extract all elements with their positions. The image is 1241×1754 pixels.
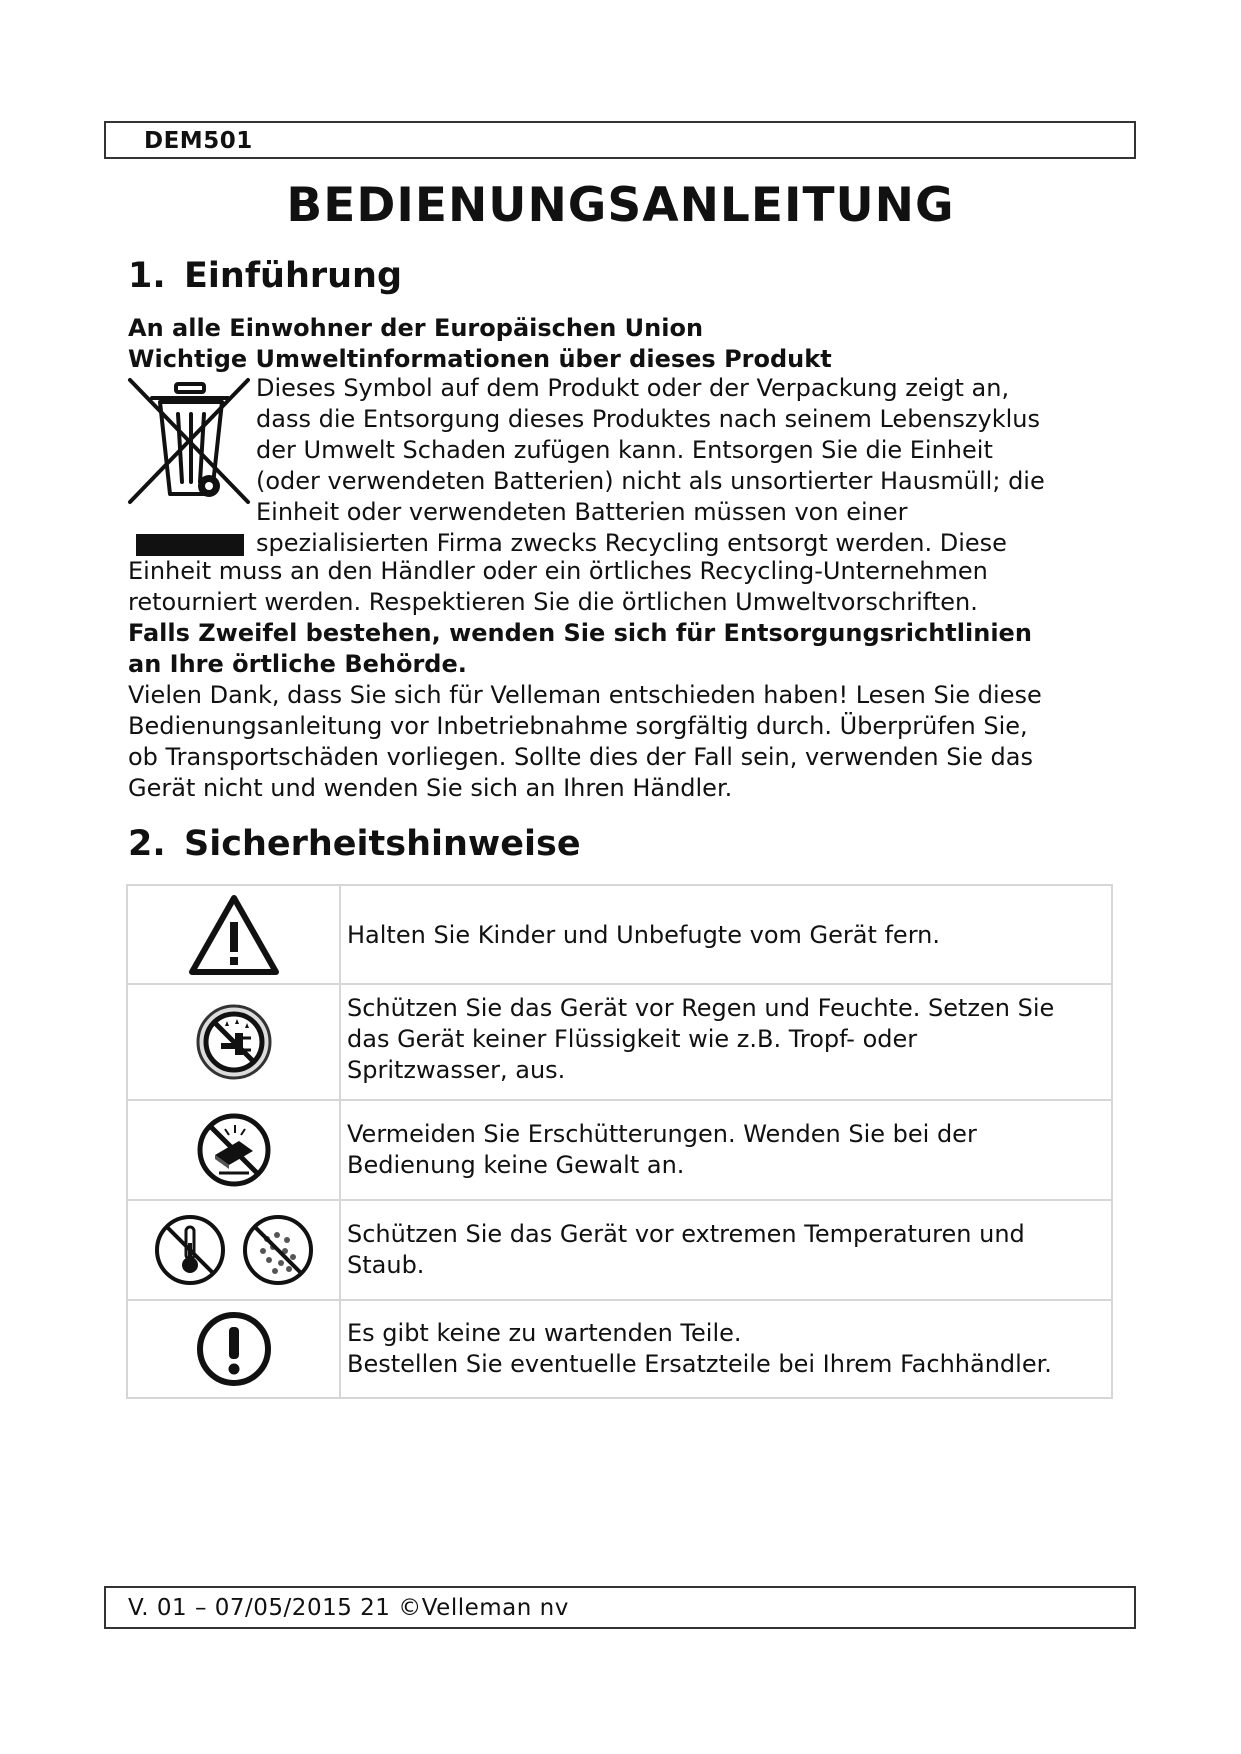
safety-text-line: Vermeiden Sie Erschütterungen. Wenden Sie bei der — [347, 1120, 977, 1148]
section-1-number: 1. — [128, 256, 166, 296]
disposal-notice-line: an Ihre örtliche Behörde. — [128, 650, 467, 678]
safety-icon-cell — [128, 1101, 341, 1199]
safety-text-line: das Gerät keiner Flüssigkeit wie z.B. Tropf- oder — [347, 1025, 918, 1053]
version-info: V. 01 – 07/05/2015 21 ©Velleman nv — [128, 1595, 569, 1621]
thanks-text-line: Gerät nicht und wenden Sie sich an Ihren Händler. — [128, 774, 733, 802]
safety-icon-cell — [128, 886, 341, 983]
safety-text — [347, 993, 1054, 1086]
safety-text-line: Spritzwasser, aus. — [347, 1056, 566, 1084]
section-2-heading — [128, 824, 581, 864]
thanks-text-line: Vielen Dank, dass Sie sich für Velleman entschieden haben! Lesen Sie diese — [128, 681, 1042, 709]
safety-row — [128, 1301, 1111, 1397]
no-dust-icon — [241, 1213, 315, 1287]
safety-icon-cell — [128, 1301, 341, 1397]
safety-row — [128, 1101, 1111, 1201]
safety-text-line: Bedienung keine Gewalt an. — [347, 1151, 685, 1179]
safety-text — [347, 1119, 977, 1181]
thanks-text-line: ob Transportschäden vorliegen. Sollte dies der Fall sein, verwenden Sie das — [128, 743, 1034, 771]
environment-info-line: Wichtige Umweltinformationen über dieses Produkt — [128, 345, 832, 373]
safety-text-line: Es gibt keine zu wartenden Teile. — [347, 1319, 742, 1347]
section-1-heading — [128, 256, 402, 296]
safety-row — [128, 985, 1111, 1101]
weee-text-line: Dieses Symbol auf dem Produkt oder der Verpackung zeigt an, — [256, 374, 1010, 402]
safety-row — [128, 1201, 1111, 1301]
weee-text-line: retourniert werden. Respektieren Sie die örtlichen Umweltvorschriften. — [128, 588, 978, 616]
safety-text-line: Bestellen Sie eventuelle Ersatzteile bei Ihrem Fachhändler. — [347, 1350, 1052, 1378]
header-box — [104, 121, 1136, 159]
weee-text-line: der Umwelt Schaden zufügen kann. Entsorgen Sie die Einheit — [256, 436, 993, 464]
no-temperature-icon — [153, 1213, 227, 1287]
section-1-title: Einführung — [184, 256, 403, 296]
safety-text-line: Schützen Sie das Gerät vor extremen Temperaturen und — [347, 1220, 1025, 1248]
footer-box — [104, 1586, 1136, 1629]
safety-row — [128, 886, 1111, 985]
safety-text-line: Schützen Sie das Gerät vor Regen und Feuchte. Setzen Sie — [347, 994, 1055, 1022]
safety-text — [347, 1219, 1025, 1281]
no-shock-icon — [195, 1111, 273, 1189]
weee-text-line: spezialisierten Firma zwecks Recycling entsorgt werden. Diese — [256, 529, 1007, 557]
safety-text — [347, 920, 940, 951]
safety-table — [126, 884, 1113, 1399]
weee-text-line: dass die Entsorgung dieses Produktes nach seinem Lebenszyklus — [256, 405, 1040, 433]
safety-icon-cell — [128, 1201, 341, 1299]
weee-text-line: Einheit muss an den Händler oder ein örtliches Recycling-Unternehmen — [128, 557, 988, 585]
safety-text-line: Staub. — [347, 1251, 425, 1279]
thanks-text-line: Bedienungsanleitung vor Inbetriebnahme sorgfältig durch. Überprüfen Sie, — [128, 712, 1028, 740]
section-2-title: Sicherheitshinweise — [184, 824, 581, 864]
no-water-icon — [195, 1003, 273, 1081]
section-2-number: 2. — [128, 824, 166, 864]
disposal-notice-line: Falls Zweifel bestehen, wenden Sie sich für Entsorgungsrichtlinien — [128, 619, 1032, 647]
warning-triangle-icon — [188, 894, 280, 976]
weee-text-line: (oder verwendeten Batterien) nicht als unsortierter Hausmüll; die — [256, 467, 1045, 495]
weee-text-line: Einheit oder verwendeten Batterien müssen von einer — [256, 498, 908, 526]
eu-residents-line: An alle Einwohner der Europäischen Union — [128, 314, 704, 342]
safety-icon-cell — [128, 985, 341, 1099]
weee-crossed-bin-icon — [126, 376, 254, 556]
safety-text — [347, 1318, 1052, 1380]
model-code: DEM501 — [144, 128, 253, 154]
safety-text-line: Halten Sie Kinder und Unbefugte vom Gerät fern. — [347, 921, 940, 949]
exclamation-circle-icon — [195, 1310, 273, 1388]
document-title: BEDIENUNGSANLEITUNG — [286, 178, 955, 233]
